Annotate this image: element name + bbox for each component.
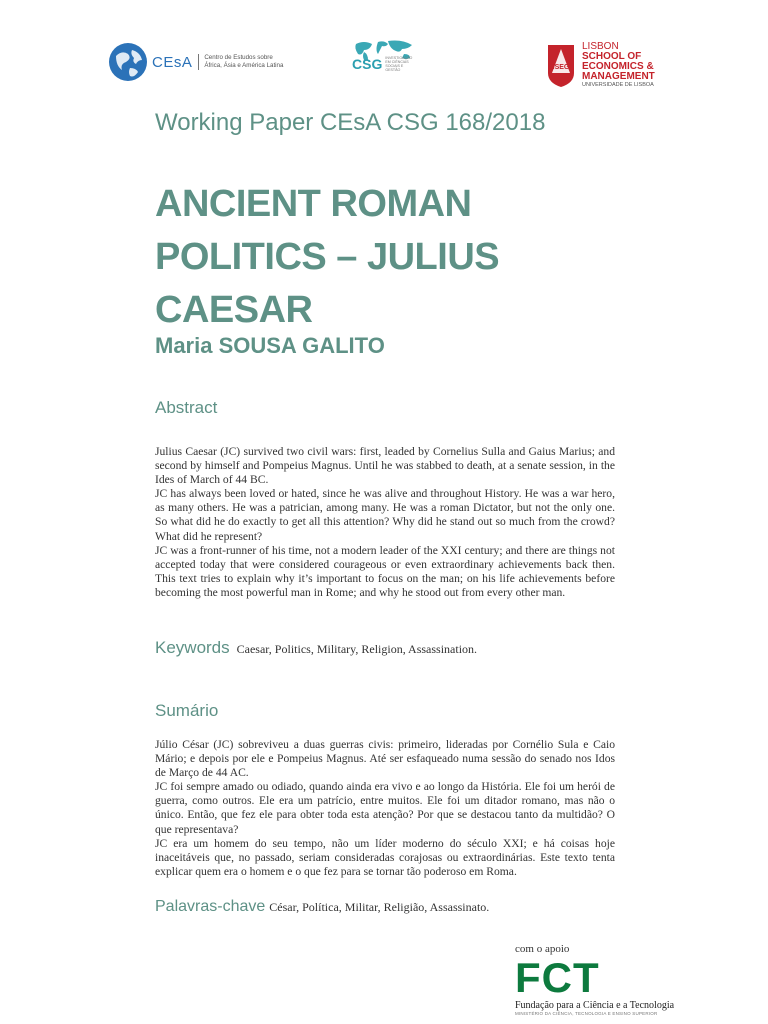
iseg-shield-text: ISEG <box>552 63 570 71</box>
sumario-paragraph-3: JC era um homem do seu tempo, não um líder moderno do século XXI; e há coisas hoje inaceitáveis que, no passado, seriam consideradas corajosas ou extraordinárias. Este texto tenta explicar quem era o homem e o que fez para se tornar tão poderoso em Roma. <box>155 836 615 878</box>
sumario-body <box>155 738 615 879</box>
abstract-paragraph-1: Julius Caesar (JC) survived two civil wars: first, leaded by Cornelius Sulla and Gaius Marius; and second by himself and Pompeius Magnus. Until he was stabbed to death, at a senate session, in the Ides of March of 44 BC. <box>155 445 615 487</box>
abstract-body <box>155 445 615 600</box>
iseg-line-4: MANAGEMENT <box>582 71 655 82</box>
iseg-line-5: UNIVERSIDADE DE LISBOA <box>582 82 654 88</box>
sumario-paragraph-2: JC foi sempre amado ou odiado, quando ainda era vivo e ao longo da História. Ele foi um herói de guerra, como outros. Ele era um patrício, entre muitos. Ele foi um ditador romano, mas não o único. Então, que fez ele para obter toda esta atenção? Por que se destacou tanto da multidão? O que representava? <box>155 780 615 836</box>
iseg-line-2: SCHOOL OF <box>582 51 642 62</box>
iseg-shield-icon <box>546 43 576 89</box>
iseg-line-3: ECONOMICS & <box>582 61 654 72</box>
author-name: Maria SOUSA GALITO <box>155 333 385 358</box>
sumario-heading: Sumário <box>155 701 219 720</box>
iseg-line-1: LISBON <box>582 41 619 52</box>
fct-full-name: Fundação para a Ciência e a Tecnologia <box>515 1000 675 1011</box>
cesa-full-name: Centro de Estudos sobre África, Ásia e América Latina <box>198 54 289 70</box>
working-paper-label: Working Paper CEsA CSG 168/2018 <box>155 109 546 136</box>
header-logos <box>0 38 768 98</box>
cesa-logo <box>108 42 289 82</box>
fct-support-block <box>515 943 674 1016</box>
cesa-wordmark: CEsA <box>152 53 193 71</box>
palavras-chave-line <box>155 898 489 916</box>
csg-subtitle: INVESTIGAÇÃO EM CIÊNCIAS SOCIAIS E GESTÃO <box>385 56 413 72</box>
abstract-heading: Abstract <box>155 398 218 417</box>
fct-ministry: MINISTÉRIO DA CIÊNCIA, TECNOLOGIA E ENSINO SUPERIOR <box>515 1011 658 1016</box>
support-label: com o apoio <box>515 943 570 955</box>
csg-logo <box>352 38 416 72</box>
globe-icon <box>108 42 148 82</box>
csg-wordmark: CSG <box>352 56 383 72</box>
keywords-label: Keywords <box>155 638 230 657</box>
palavras-chave-value: César, Política, Militar, Religião, Assassinato. <box>269 900 490 914</box>
keywords-value: Caesar, Politics, Military, Religion, Assassination. <box>236 642 478 656</box>
paper-title: ANCIENT ROMAN POLITICS – JULIUS CAESAR <box>155 183 500 331</box>
palavras-chave-label: Palavras-chave <box>155 898 266 915</box>
iseg-logo <box>546 42 655 89</box>
abstract-paragraph-2: JC has always been loved or hated, since he was alive and throughout History. He was a war hero, as many others. He was a patrician, among many. He was a roman Dictator, but not the only one. So what did he do exactly to get all this attention? Why did he stand out so much from the crowd? What did he represent? <box>155 487 615 543</box>
fct-logo: FCT <box>515 954 600 1001</box>
iseg-wordmark <box>582 42 655 89</box>
abstract-paragraph-3: JC was a front-runner of his time, not a modern leader of the XXI century; and there are things not accepted today that were considered courageous or even extraordinary achievements back then. This text tries to explain why it’s important to focus on the man; on his life achievements before becoming the most powerful man in Rome; and why he stood out from every other man. <box>155 543 615 599</box>
sumario-paragraph-1: Júlio César (JC) sobreviveu a duas guerras civis: primeiro, lideradas por Cornélio Sula e Caio Mário; e depois por ele e Pompeius Magnus. Até ser esfaqueado numa sessão do senado nos Idos de Março de 44 AC. <box>155 738 615 780</box>
keywords-line <box>155 638 477 658</box>
